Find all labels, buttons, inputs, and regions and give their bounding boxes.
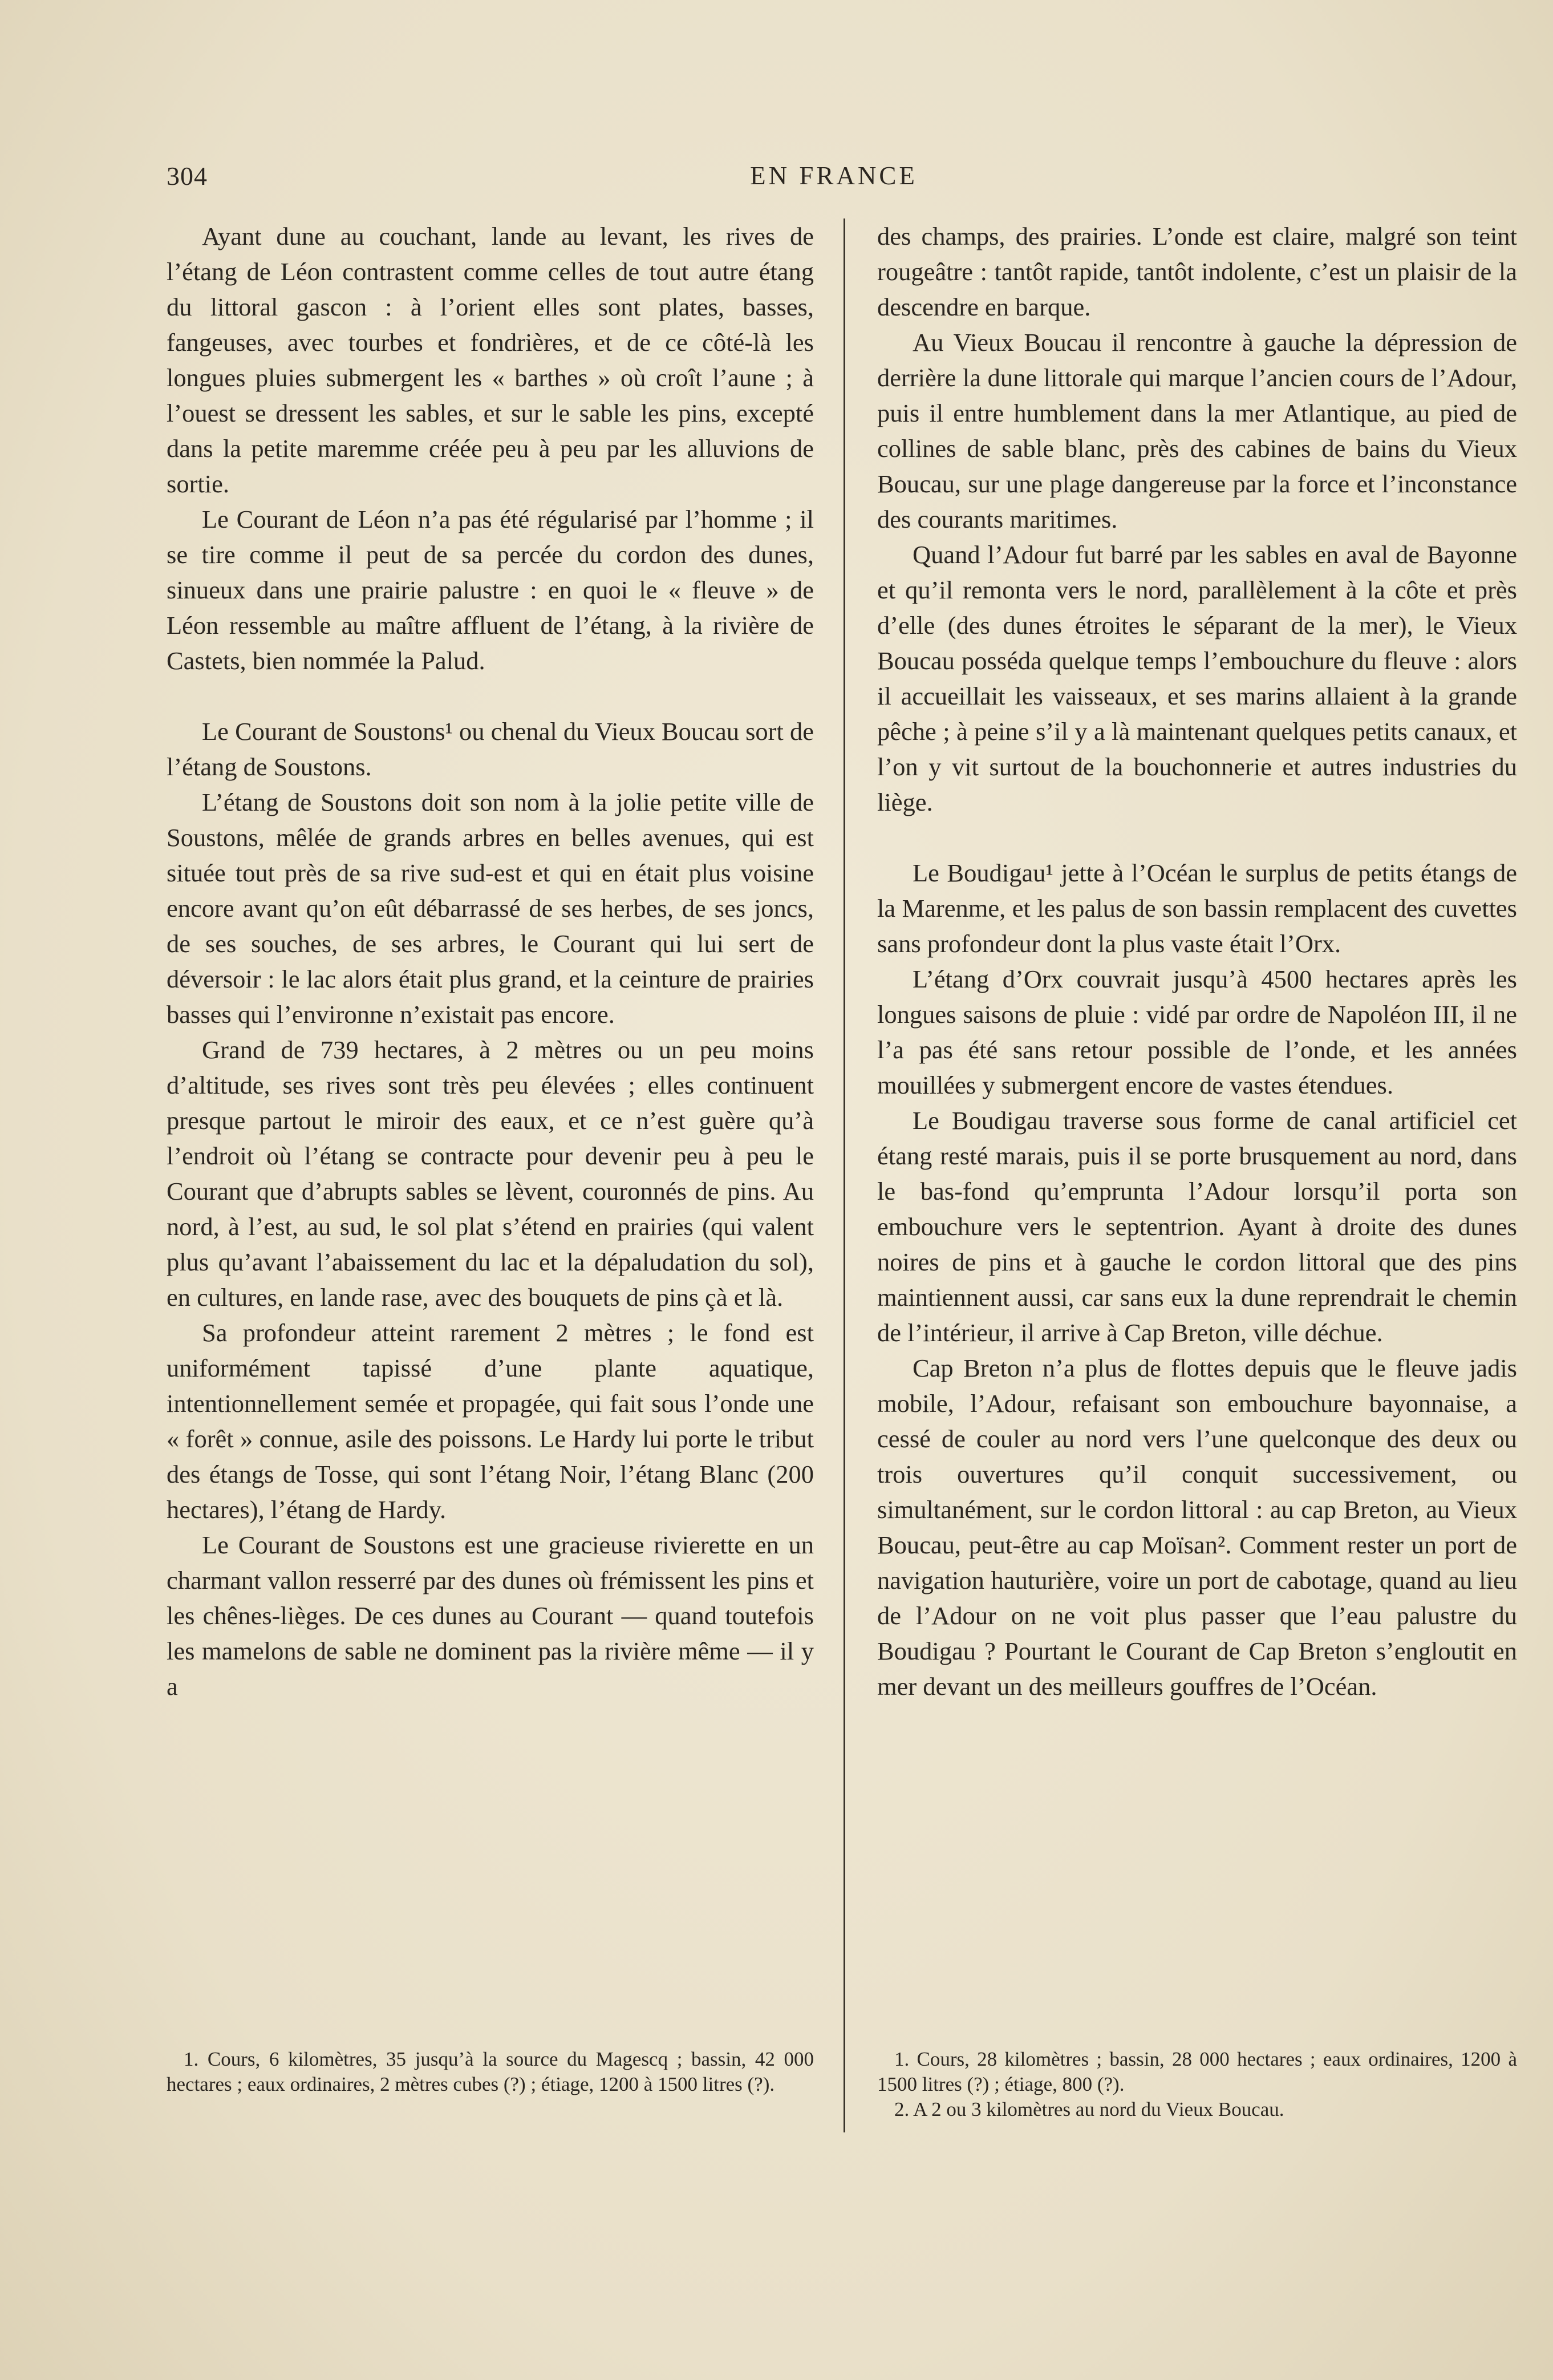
paragraph: Au Vieux Boucau il rencontre à gauche la dépression de derrière la dune littorale qui marque l’ancien cours de l’Adour, puis il entre humblement dans la mer Atlantique, au pied de collines de sable blanc, près des cabines de bains du Vieux Boucau, sur une plage dangereuse par la force et l’inconstance des courants maritimes. [877,328,1517,533]
paragraph: Quand l’Adour fut barré par les sables en aval de Bayonne et qu’il remonta vers le nord, parallèlement à la côte et près d’elle (des dunes étroites le séparant de la mer), le Vieux Boucau posséda quelque temps l’embouchure du fleuve : alors il accueillait les vaisseaux, et ses marins allaient à la grande pêche ; à peine s’il y a là maintenant quelques petits canaux, et l’on y vit surtout de la bouchonnerie et autres industries du liège. [877,540,1517,816]
footnote: 1. Cours, 28 kilomètres ; bassin, 28 000 hectares ; eaux ordinaires, 1200 à 1500 litres (?) ; étiage, 800 (?). [877,2048,1517,2095]
left-column [167,218,814,1704]
paragraph: Le Boudigau traverse sous forme de canal artificiel cet étang resté marais, puis il se porte brusquement au nord, dans le bas-fond qu’emprunta l’Adour lorsqu’il porta son embouchure vers le septentrion. Ayant à droite des dunes noires de pins et à gauche le cordon littoral que des pins maintiennent aussi, car sans eux la dune reprendrait le chemin de l’intérieur, il arrive à Cap Breton, ville déchue. [877,1106,1517,1347]
paragraph: L’étang d’Orx couvrait jusqu’à 4500 hectares après les longues saisons de pluie : vidé par ordre de Napoléon III, il ne l’a pas été sans retour possible de l’onde, et les années mouillées y submergent encore de vastes étendues. [877,965,1517,1099]
footnotes-right [877,2047,1517,2122]
paragraph: Sa profondeur atteint rarement 2 mètres ; le fond est uniformément tapissé d’une plante aquatique, intentionnellement semée et propagée, qui fait sous l’onde une « forêt » connue, asile des poissons. Le Hardy lui porte le tribut des étangs de Tosse, qui sont l’étang Noir, l’étang Blanc (200 hectares), l’étang de Hardy. [167,1318,814,1524]
running-head [167,161,1501,201]
paragraph: Le Courant de Léon n’a pas été régularisé par l’homme ; il se tire comme il peut de sa percée du cordon des dunes, sinueux dans une prairie palustre : en quoi le « fleuve » de Léon ressemble au maître affluent de l’étang, à la rivière de Castets, bien nommée la Palud. [167,505,814,675]
paragraph: Le Courant de Soustons est une gracieuse rivierette en un charmant vallon resserré par des dunes où frémissent les pins et les chênes-lièges. De ces dunes au Courant — quand toutefois les mamelons de sable ne dominent pas la rivière même — il y a [167,1531,814,1701]
paragraph: des champs, des prairies. L’onde est claire, malgré son teint rougeâtre : tantôt rapide, tantôt indolente, c’est un plaisir de la descendre en barque. [877,222,1517,321]
paragraph: Ayant dune au couchant, lande au levant, les rives de l’étang de Léon contrastent comme celles de tout autre étang du littoral gascon : à l’orient elles sont plates, basses, fangeuses, avec tourbes et fondrières, et de ce côté-là les longues pluies submergent les « barthes » où croît l’aune ; à l’ouest se dressent les sables, et sur le sable les pins, excepté dans la petite maremme créée peu à peu par les alluvions de sortie. [167,222,814,498]
right-column [877,218,1517,1704]
paragraph: L’étang de Soustons doit son nom à la jolie petite ville de Soustons, mêlée de grands arbres en belles avenues, qui est située tout près de sa rive sud-est et qui en était plus voisine encore avant qu’on eût débarrassé de ses herbes, de ses joncs, de ses souches, de ses arbres, le Courant qui lui sert de déversoir : le lac alors était plus grand, et la ceinture de prairies basses qui l’environne n’existait pas encore. [167,788,814,1029]
page-number: 304 [167,161,208,191]
running-title: EN FRANCE [750,161,918,190]
paragraph: Le Boudigau¹ jette à l’Océan le surplus de petits étangs de la Marenme, et les palus de son bassin remplacent des cuvettes sans profondeur dont la plus vaste était l’Orx. [877,859,1517,958]
column-divider [844,218,845,2132]
footnote: 2. A 2 ou 3 kilomètres au nord du Vieux Boucau. [894,2098,1284,2120]
footnote: 1. Cours, 6 kilomètres, 35 jusqu’à la source du Magescq ; bassin, 42 000 hectares ; eaux ordinaires, 2 mètres cubes (?) ; étiage, 1200 à 1500 litres (?). [167,2048,814,2095]
paragraph: Grand de 739 hectares, à 2 mètres ou un peu moins d’altitude, ses rives sont très peu élevées ; elles continuent presque partout le miroir des eaux, et ce n’est guère qu’à l’endroit où l’étang se contracte pour devenir peu à peu le Courant que d’abrupts sables se lèvent, couronnés de pins. Au nord, à l’est, au sud, le sol plat s’étend en prairies (qui valent plus qu’avant l’abaissement du lac et la dépaludation du sol), en cultures, en lande rase, avec des bouquets de pins çà et là. [167,1035,814,1312]
paragraph: Cap Breton n’a plus de flottes depuis que le fleuve jadis mobile, l’Adour, refaisant son embouchure bayonnaise, a cessé de couler au nord vers l’une quelconque des deux ou trois ouvertures qu’il conquit successivement, ou simultanément, sur le cordon littoral : au cap Breton, au Vieux Boucau, peut-être au cap Moïsan². Comment rester un port de navigation hauturière, voire un port de cabotage, quand au lieu de l’Adour on ne voit plus passer que l’eau palustre du Boudigau ? Pourtant le Courant de Cap Breton s’engloutit en mer devant un des meilleurs gouffres de l’Océan. [877,1354,1517,1701]
footnotes-left [167,2047,814,2097]
paragraph: Le Courant de Soustons¹ ou chenal du Vieux Boucau sort de l’étang de Soustons. [167,717,814,781]
